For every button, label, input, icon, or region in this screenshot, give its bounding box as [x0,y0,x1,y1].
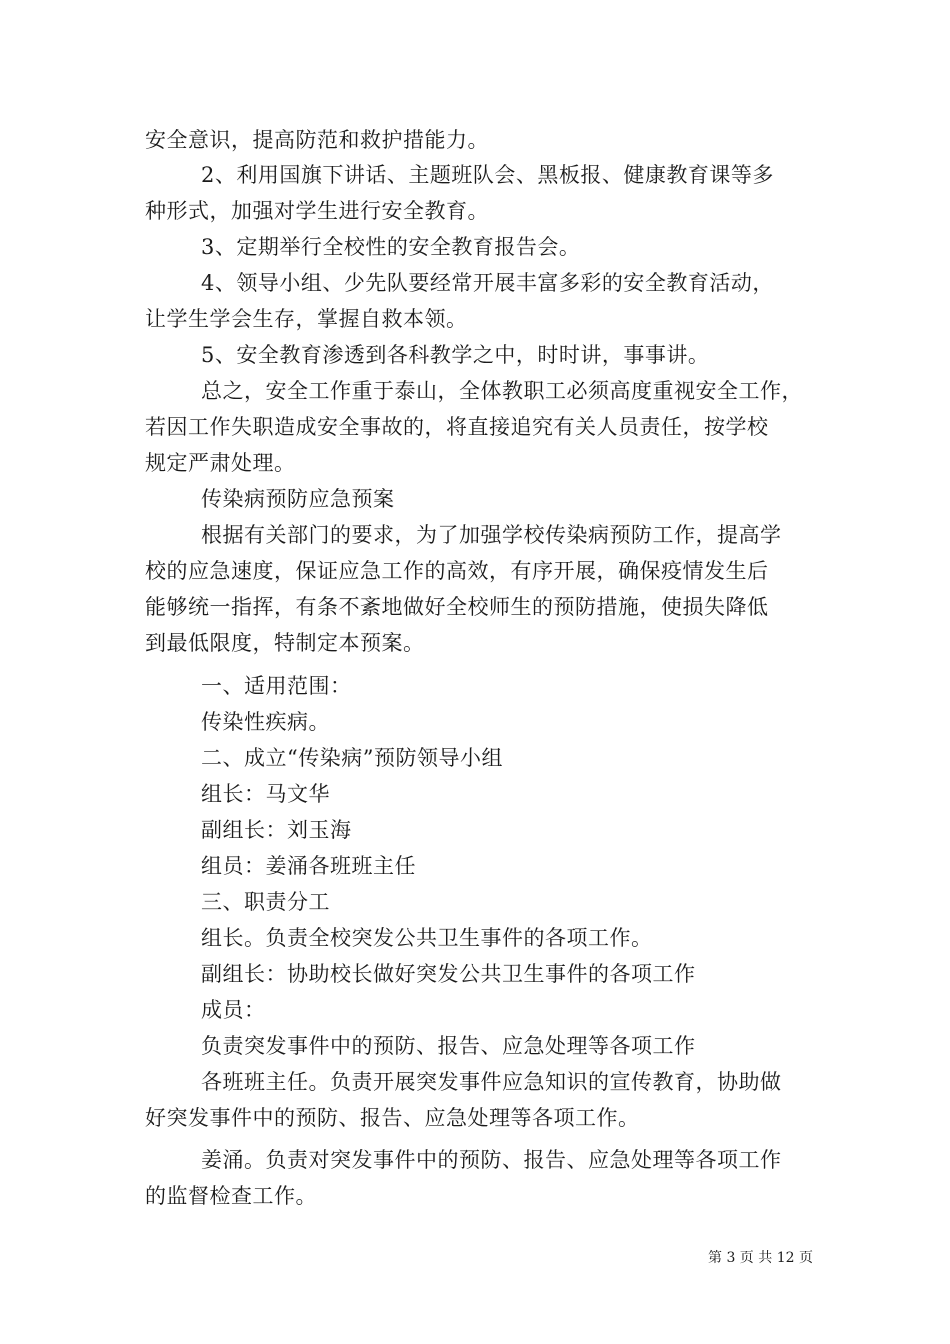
body-line: 到最低限度，特制定本预案。 [145,631,425,655]
body-line: 组长：马文华 [201,782,330,806]
body-line: 组长。负责全校突发公共卫生事件的各项工作。 [201,926,653,950]
body-line: 负责突发事件中的预防、报告、应急处理等各项工作 [201,1034,696,1058]
body-line: 规定严肃处理。 [145,451,296,475]
body-line: 4、领导小组、少先队要经常开展丰富多彩的安全教育活动， [201,271,774,295]
body-line: 总之，安全工作重于泰山，全体教职工必须高度重视安全工作， [201,379,803,403]
body-line: 让学生学会生存，掌握自救本领。 [145,307,468,331]
section-heading: 二、成立“传染病”预防领导小组 [201,746,503,770]
body-line: 种形式，加强对学生进行安全教育。 [145,199,489,223]
body-line: 成员： [201,998,266,1022]
section-title: 传染病预防应急预案 [201,487,395,511]
body-line: 的监督检查工作。 [145,1184,317,1208]
body-line: 组员：姜涌各班班主任 [201,854,416,878]
body-line: 姜涌。负责对突发事件中的预防、报告、应急处理等各项工作 [201,1148,782,1172]
section-heading: 一、适用范围： [201,674,352,698]
body-line: 2、利用国旗下讲话、主题班队会、黑板报、健康教育课等多 [201,163,774,187]
body-line: 副组长：刘玉海 [201,818,352,842]
body-line: 传染性疾病。 [201,710,330,734]
body-line: 好突发事件中的预防、报告、应急处理等各项工作。 [145,1106,640,1130]
body-line: 根据有关部门的要求，为了加强学校传染病预防工作，提高学 [201,523,782,547]
body-line: 安全意识，提高防范和救护措能力。 [145,128,489,152]
body-line: 副组长：协助校长做好突发公共卫生事件的各项工作 [201,962,696,986]
body-line: 各班班主任。负责开展突发事件应急知识的宣传教育，协助做 [201,1070,782,1094]
body-line: 校的应急速度，保证应急工作的高效，有序开展，确保疫情发生后 [145,559,769,583]
body-line: 若因工作失职造成安全事故的，将直接追究有关人员责任，按学校 [145,415,769,439]
body-line: 5、安全教育渗透到各科教学之中，时时讲，事事讲。 [201,343,710,367]
body-line: 能够统一指挥，有条不紊地做好全校师生的预防措施，使损失降低 [145,595,769,619]
page-number: 第 3 页 共 12 页 [708,1250,813,1266]
body-line: 3、定期举行全校性的安全教育报告会。 [201,235,581,259]
section-heading: 三、职责分工 [201,890,330,914]
